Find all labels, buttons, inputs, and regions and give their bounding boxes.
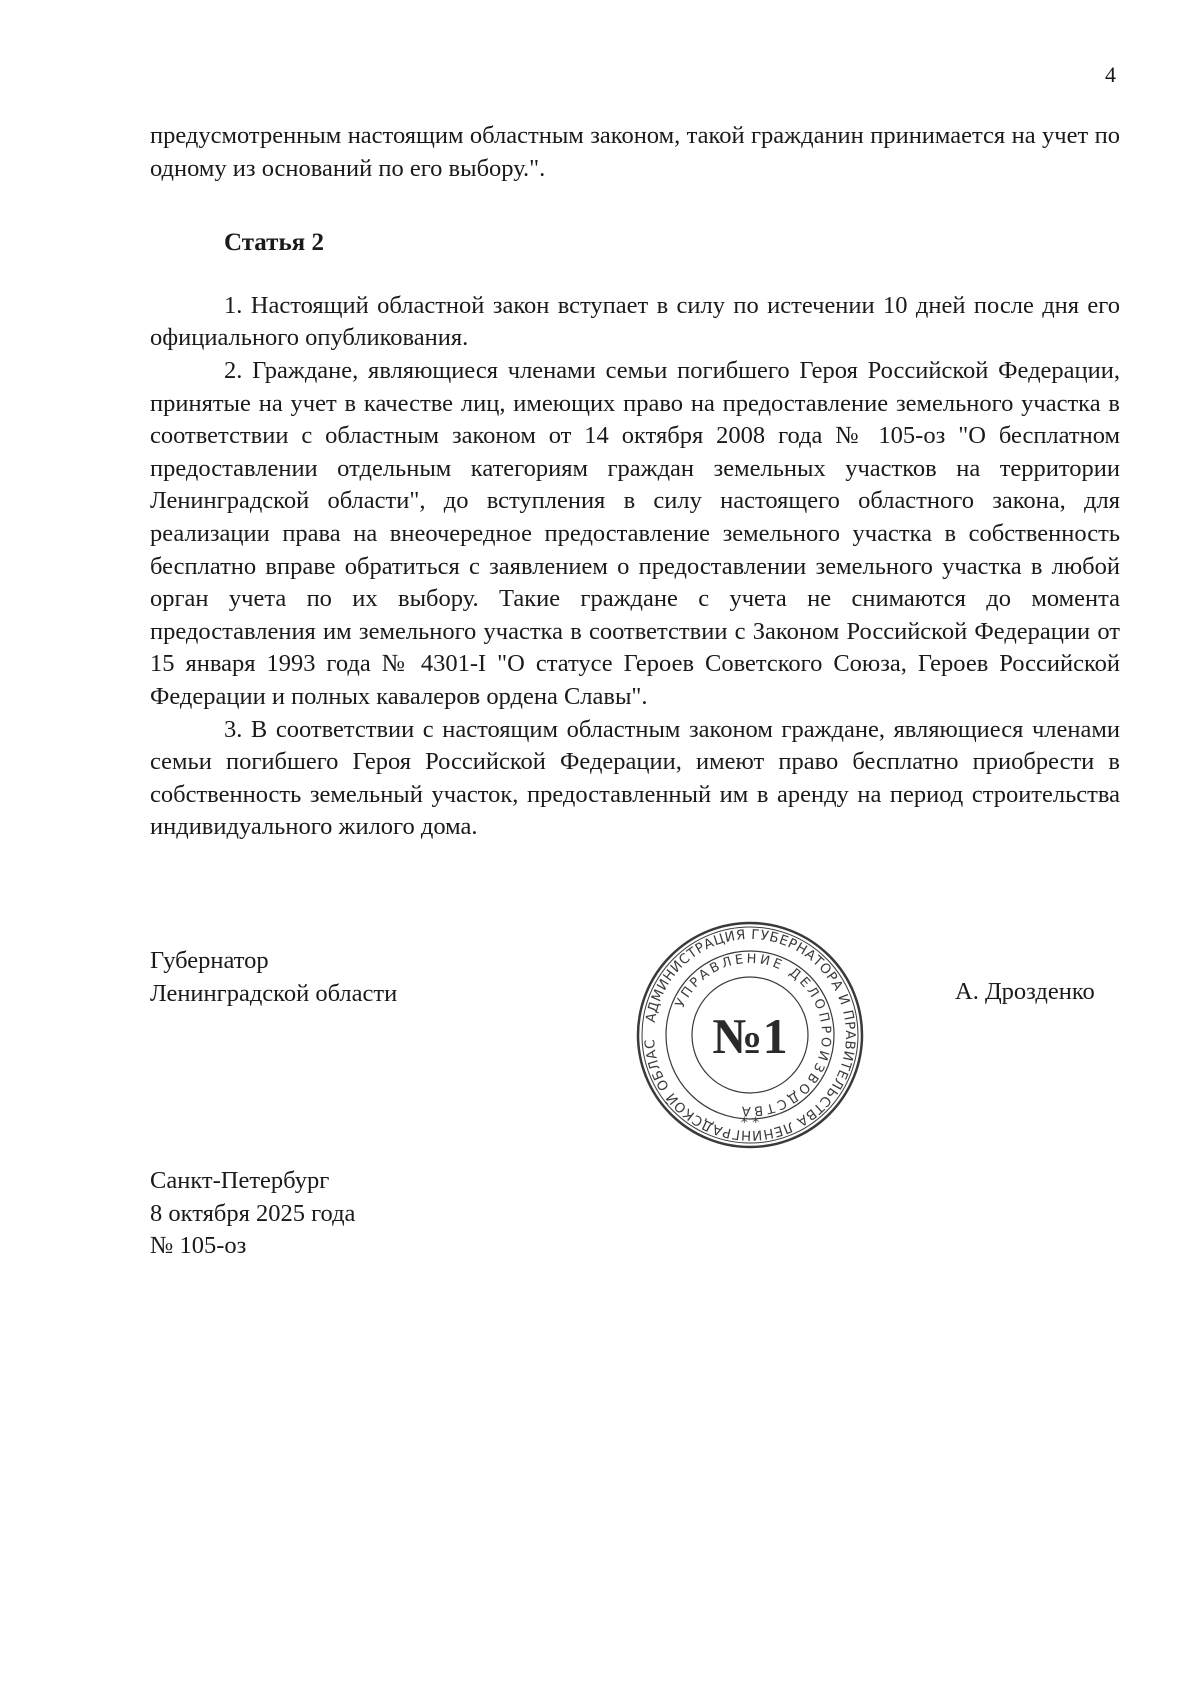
place-date-block xyxy=(150,1165,355,1263)
law-date: 8 октября 2025 года xyxy=(150,1199,356,1227)
seal-graphic xyxy=(630,915,870,1155)
seal-number: №1 xyxy=(712,1008,788,1064)
article-paragraph-2: 2. Граждане, являющиеся членами семьи погибшего Героя Российской Федерации, принятые на учет в качестве лиц, имеющих право на предоставление земельного участка в соответствии с областным законом от 14 октября 2008 года № 105-оз "О бесплатном предоставлении отдельным категориям граждан земельных участков на территории Ленинградской области", до вступления в силу настоящего областного закона, для реализации права на внеочередное предоставление земельного участка в собственность бесплатно вправе обратиться с заявлением о предоставлении земельного участка в любой орган учета по их выбору. Такие граждане с учета не снимаются до момента предоставления им земельного участка в соответствии с Законом Российской Федерации от 15 января 1993 года № 4301-I "О статусе Героев Советского Союза, Героев Российской Федерации и полных кавалеров ордена Славы". xyxy=(150,356,1120,710)
signatory-title-line2: Ленинградской области xyxy=(150,980,398,1007)
article-paragraph-3: 3. В соответствии с настоящим областным законом граждане, являющиеся членами семьи погибшего Героя Российской Федерации, имеют право бесплатно приобрести в собственность земельный участок, предоставленный им в аренду на период строительства индивидуального жилого дома. xyxy=(150,715,1120,841)
law-number: № 105-оз xyxy=(150,1232,247,1259)
signatory-title-line1: Губернатор xyxy=(150,947,269,974)
signatory-name: А. Дрозденко xyxy=(955,978,1095,1005)
seal-inner-text: УПРАВЛЕНИЕ ДЕЛОПРОИЗВОДСТВА xyxy=(672,951,834,1119)
seal-star-icon: * * xyxy=(740,1115,760,1131)
signatory-title xyxy=(150,944,397,1010)
seal-outer-text: АДМИНИСТРАЦИЯ ГУБЕРНАТОРА И ПРАВИТЕЛЬСТВА ЛЕНИНГРАДСКОЙ ОБЛАС xyxy=(641,926,859,1144)
law-body xyxy=(150,120,1120,844)
page-number: 4 xyxy=(1105,62,1116,87)
continuation-paragraph: предусмотренным настоящим областным законом, такой гражданин принимается на учет по одному из оснований по его выбору.". xyxy=(150,122,1120,182)
city: Санкт-Петербург xyxy=(150,1167,330,1194)
article-heading: Статья 2 xyxy=(224,229,324,257)
article-paragraph-1: 1. Настоящий областной закон вступает в силу по истечении 10 дней после дня его официального опубликования. xyxy=(150,291,1120,352)
official-seal xyxy=(630,915,870,1155)
